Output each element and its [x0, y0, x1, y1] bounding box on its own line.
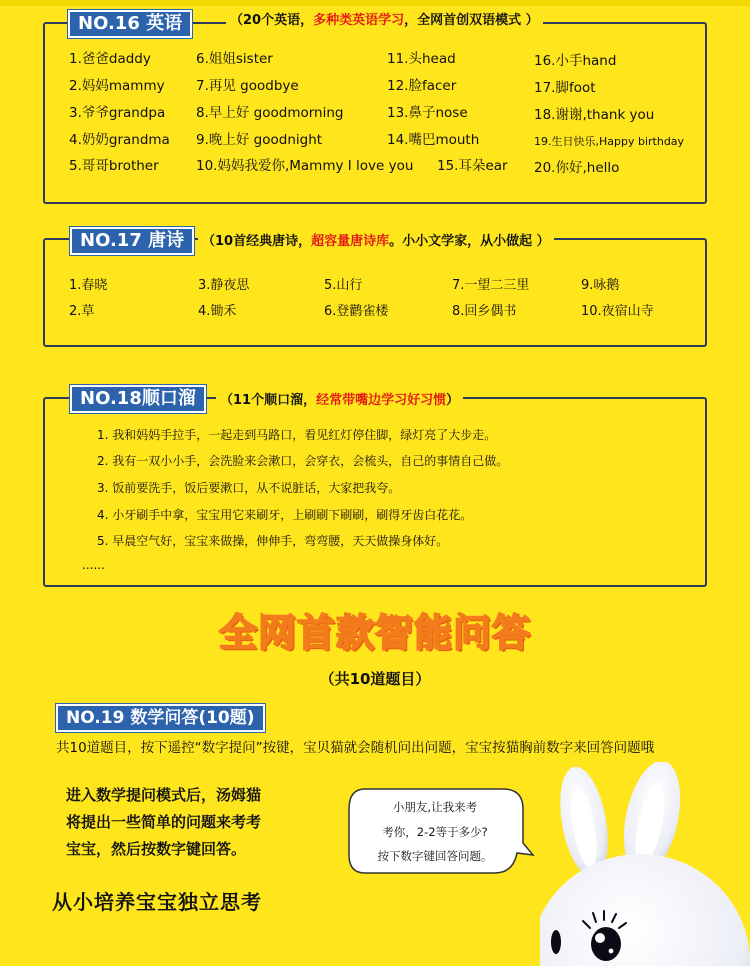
math-paragraph: 进入数学提问模式后，汤姆猫 将提出一些简单的问题来考考 宝宝，然后按数字键回答。: [66, 786, 262, 858]
english-item: 1.爸爸daddy: [69, 51, 151, 67]
poem-item: 8.回乡偶书: [452, 304, 517, 319]
poem-item: 4.锄禾: [198, 304, 237, 319]
english-item: 19.生日快乐,Happy birthday: [534, 135, 685, 148]
poem-item: 5.山行: [324, 278, 363, 293]
english-item: 16.小手hand: [534, 53, 617, 69]
qa-title: 全网首款智能问答: [218, 611, 531, 655]
qa-count: （共10道题目）: [319, 670, 431, 688]
english-item: 14.嘴巴mouth: [387, 132, 480, 148]
rhymes-tag: NO.18顺口溜: [70, 385, 206, 413]
english-subtitle: （20个英语，多种类英语学习，全网首创双语模式 ）: [226, 11, 543, 31]
english-item: 18.谢谢,thank you: [534, 107, 655, 123]
english-item: 2.妈妈mammy: [69, 78, 165, 94]
poem-item: 3.静夜思: [198, 278, 250, 293]
english-item: 11.头head: [387, 51, 456, 67]
english-item: 3.爷爷grandpa: [69, 105, 166, 121]
english-tag: NO.16 英语: [68, 10, 192, 38]
rhyme-item: 3. 饭前要洗手，饭后要漱口，从不说脏话，大家把我夸。: [97, 481, 401, 495]
english-item: 4.奶奶grandma: [69, 132, 170, 148]
english-item: 9.晚上好 goodnight: [196, 132, 323, 148]
poems-subtitle: （10首经典唐诗，超容量唐诗库。小小文学家，从小做起 ）: [198, 232, 554, 252]
poem-item: 6.登鹳雀楼: [324, 304, 389, 319]
poems-tag: NO.17 唐诗: [70, 227, 194, 255]
english-item: 7.再见 goodbye: [196, 78, 299, 94]
english-item: 17.脚foot: [534, 80, 596, 96]
english-item: 10.妈妈我爱你,Mammy I love you: [196, 158, 414, 174]
poem-item: 10.夜宿山寺: [581, 304, 654, 319]
english-item: 5.哥哥brother: [69, 158, 159, 174]
rhyme-item: 4. 小牙刷手中拿，宝宝用它来刷牙，上刷刷下刷刷，刷得牙齿白花花。: [97, 508, 473, 522]
math-tag: NO.19 数学问答(10题): [56, 704, 265, 732]
poem-item: 7.一望二三里: [452, 278, 530, 293]
rabbit-mascot: [540, 762, 750, 966]
english-item: 13.鼻子nose: [387, 105, 468, 121]
slogan: 从小培养宝宝独立思考: [52, 890, 262, 914]
bubble-text: 小朋友,让我来考 考你，2-2等于多少? 按下数字键回答问题。: [377, 800, 493, 863]
rhyme-ellipsis: ......: [82, 558, 105, 572]
english-item: 12.脸facer: [387, 78, 457, 94]
rhymes-subtitle: （11个顺口溜，经常带嘴边学习好习惯）: [216, 391, 463, 411]
english-item: 20.你好,hello: [534, 160, 620, 176]
rhyme-item: 1. 我和妈妈手拉手，一起走到马路口，看见红灯停住脚，绿灯亮了大步走。: [97, 428, 497, 442]
rhyme-item: 5. 早晨空气好，宝宝来做操，伸伸手，弯弯腰，天天做操身体好。: [97, 534, 449, 548]
rhyme-item: 2. 我有一双小小手，会洗脸来会漱口，会穿衣，会梳头，自己的事情自己做。: [97, 454, 509, 468]
top-strip: [0, 0, 750, 6]
poem-item: 2.草: [69, 304, 95, 319]
english-item: 8.早上好 goodmorning: [196, 105, 344, 121]
poem-item: 9.咏鹅: [581, 278, 620, 293]
english-item: 6.姐姐sister: [196, 51, 273, 67]
english-item: 15.耳朵ear: [437, 158, 508, 174]
poem-item: 1.春晓: [69, 278, 108, 293]
math-intro: 共10道题目，按下遥控“数字提问”按键，宝贝猫就会随机问出问题，宝宝按猫胸前数字来回答问题哦: [56, 740, 655, 756]
